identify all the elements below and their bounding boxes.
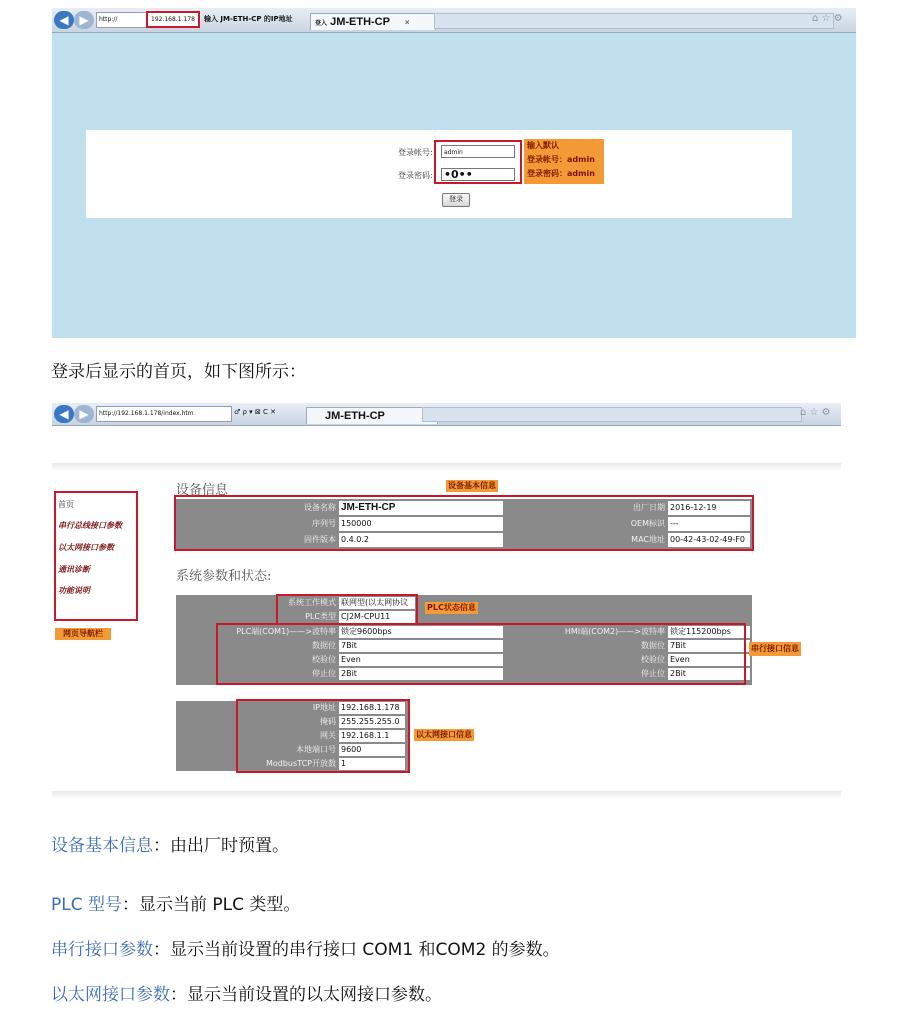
note-text: ：显示当前设置的串行接口 COM1 和COM2 的参数。 — [153, 940, 560, 960]
mac-value: 00-42-43-02-49-F0 — [668, 533, 750, 547]
caption-home: 登录后显示的首页，如下图所示： — [51, 362, 306, 382]
account-input[interactable]: admin — [441, 145, 515, 158]
toolbar-icons[interactable]: ⌂ ☆ ⚙ — [800, 407, 831, 418]
note-ethernet — [51, 980, 442, 1005]
date-value: 2016-12-19 — [668, 501, 750, 515]
address-bar[interactable]: http://192.168.1.178/index.htm — [96, 406, 232, 422]
screenshot-home — [52, 403, 841, 808]
screenshot-login — [52, 8, 856, 338]
menu-help[interactable]: 功能说明 — [58, 586, 90, 595]
note-term: 串行接口参数 — [51, 940, 153, 960]
back-button[interactable]: ◀ — [54, 11, 74, 29]
nav-callout: 网页导航栏 — [55, 628, 111, 640]
address-text: 192.168.1.178 — [151, 16, 195, 23]
modbus-label: ModbusTCP开放数 — [176, 758, 338, 770]
tab-title: JM-ETH-CP — [325, 410, 385, 422]
system-heading: 系统参数和状态: — [176, 569, 272, 584]
password-label: 登录密码: — [398, 171, 433, 180]
date-label: 出厂日期 — [505, 501, 667, 515]
new-tab-area[interactable] — [434, 13, 834, 29]
com1-parity-value: Even — [339, 654, 503, 666]
note-term: PLC 型号 — [51, 895, 122, 915]
new-tab-area[interactable] — [422, 407, 802, 422]
plc-label: PLC类型 — [176, 611, 338, 623]
serial-label: 序列号 — [176, 517, 338, 531]
device-name-value: JM-ETH-CP — [339, 501, 503, 515]
browser-toolbar-2 — [52, 403, 841, 426]
device-info-heading: 设备信息 — [176, 483, 229, 498]
search-controls[interactable]: ♂ ρ ▾ ⊠ C ✕ — [234, 408, 276, 416]
address-highlight — [146, 11, 200, 28]
note-plc-model — [51, 890, 300, 915]
mode-value: 联网型(以太网协议 — [339, 597, 415, 609]
mask-label: 掩码 — [176, 716, 338, 728]
modbus-value: 1 — [339, 758, 405, 770]
firmware-label: 固件版本 — [176, 533, 338, 547]
com1-stopbits-value: 2Bit — [339, 668, 503, 680]
com2-parity-value: Even — [668, 654, 750, 666]
oem-value: --- — [668, 517, 750, 531]
ip-value: 192.168.1.178 — [339, 702, 405, 714]
com2-baud-label: HMI端(COM2)——>波特率 — [505, 626, 667, 638]
port-label: 本地端口号 — [176, 744, 338, 756]
account-label: 登录帐号: — [398, 148, 433, 157]
mac-label: MAC地址 — [505, 533, 667, 547]
note-device-info — [51, 831, 289, 856]
com1-stopbits-label: 停止位 — [176, 668, 338, 680]
note-text: ：显示当前 PLC 类型。 — [122, 895, 301, 915]
serial-callout: 串行接口信息 — [749, 642, 801, 656]
com1-baud-label: PLC端(COM1)——>波特率 — [176, 626, 338, 638]
toolbar-icons[interactable]: ⌂ ☆ ⚙ — [812, 13, 843, 24]
oem-label: OEM标识 — [505, 517, 667, 531]
ethernet-highlight — [236, 699, 410, 773]
note-term: 设备基本信息 — [51, 836, 153, 856]
com1-databits-value: 7Bit — [339, 640, 503, 652]
device-info-highlight — [174, 495, 754, 551]
login-highlight — [434, 140, 522, 184]
tab-label: 登入 — [315, 21, 328, 27]
com1-databits-label: 数据位 — [176, 640, 338, 652]
menu-home[interactable]: 首页 — [58, 500, 74, 509]
browser-tab[interactable] — [306, 407, 438, 424]
forward-button[interactable]: ▶ — [74, 405, 94, 423]
header-divider — [52, 463, 841, 471]
login-callout — [524, 139, 604, 184]
com2-databits-label: 数据位 — [505, 640, 667, 652]
gateway-label: 网关 — [176, 730, 338, 742]
com2-stopbits-label: 停止位 — [505, 668, 667, 680]
plc-value: CJ2M-CPU11 — [339, 611, 415, 623]
menu-serial[interactable]: 串行总线接口参数 — [58, 521, 122, 530]
password-input[interactable]: •0•• — [441, 168, 515, 181]
tab-title: JM-ETH-CP — [330, 16, 390, 28]
mode-label: 系统工作模式 — [176, 597, 338, 609]
com1-baud-value: 锁定9600bps — [339, 626, 503, 638]
mask-value: 255.255.255.0 — [339, 716, 405, 728]
device-name-label: 设备名称 — [176, 501, 338, 515]
com2-parity-label: 校验位 — [505, 654, 667, 666]
device-info-callout: 设备基本信息 — [448, 481, 496, 490]
address-bar[interactable] — [96, 12, 150, 28]
callout-line3: 登录密码：admin — [527, 169, 595, 178]
com2-baud-value: 锁定115200bps — [668, 626, 750, 638]
forward-button[interactable]: ▶ — [74, 11, 94, 29]
address-hint: 输入 JM-ETH-CP 的IP地址 — [204, 15, 293, 23]
login-button[interactable]: 登录 — [442, 193, 470, 207]
note-text: ：由出厂时预置。 — [153, 836, 289, 856]
plc-callout: PLC状态信息 — [427, 603, 476, 612]
login-panel — [86, 130, 792, 218]
browser-tab[interactable] — [310, 13, 436, 30]
callout-line1: 输入默认 — [527, 141, 559, 150]
ip-label: IP地址 — [176, 702, 338, 714]
note-serial — [51, 935, 560, 960]
serial-value: 150000 — [339, 517, 503, 531]
note-text: ：显示当前设置的以太网接口参数。 — [170, 985, 442, 1005]
back-button[interactable]: ◀ — [54, 405, 74, 423]
com1-parity-label: 校验位 — [176, 654, 338, 666]
firmware-value: 0.4.0.2 — [339, 533, 503, 547]
note-term: 以太网接口参数 — [51, 985, 170, 1005]
com2-stopbits-value: 2Bit — [668, 668, 750, 680]
gateway-value: 192.168.1.1 — [339, 730, 405, 742]
port-value: 9600 — [339, 744, 405, 756]
serial-highlight — [216, 623, 746, 685]
menu-ethernet[interactable]: 以太网接口参数 — [58, 543, 114, 552]
footer-divider — [52, 791, 841, 799]
ethernet-callout: 以太网接口信息 — [416, 730, 472, 739]
browser-toolbar — [52, 8, 856, 33]
menu-diagnostics[interactable]: 通讯诊断 — [58, 565, 90, 574]
com2-databits-value: 7Bit — [668, 640, 750, 652]
nav-menu — [54, 491, 138, 621]
plc-highlight — [276, 594, 418, 625]
address-prefix: http:// — [99, 16, 118, 23]
callout-line2: 登录帐号：admin — [527, 155, 595, 164]
tab-close-icon[interactable]: × — [404, 18, 410, 27]
